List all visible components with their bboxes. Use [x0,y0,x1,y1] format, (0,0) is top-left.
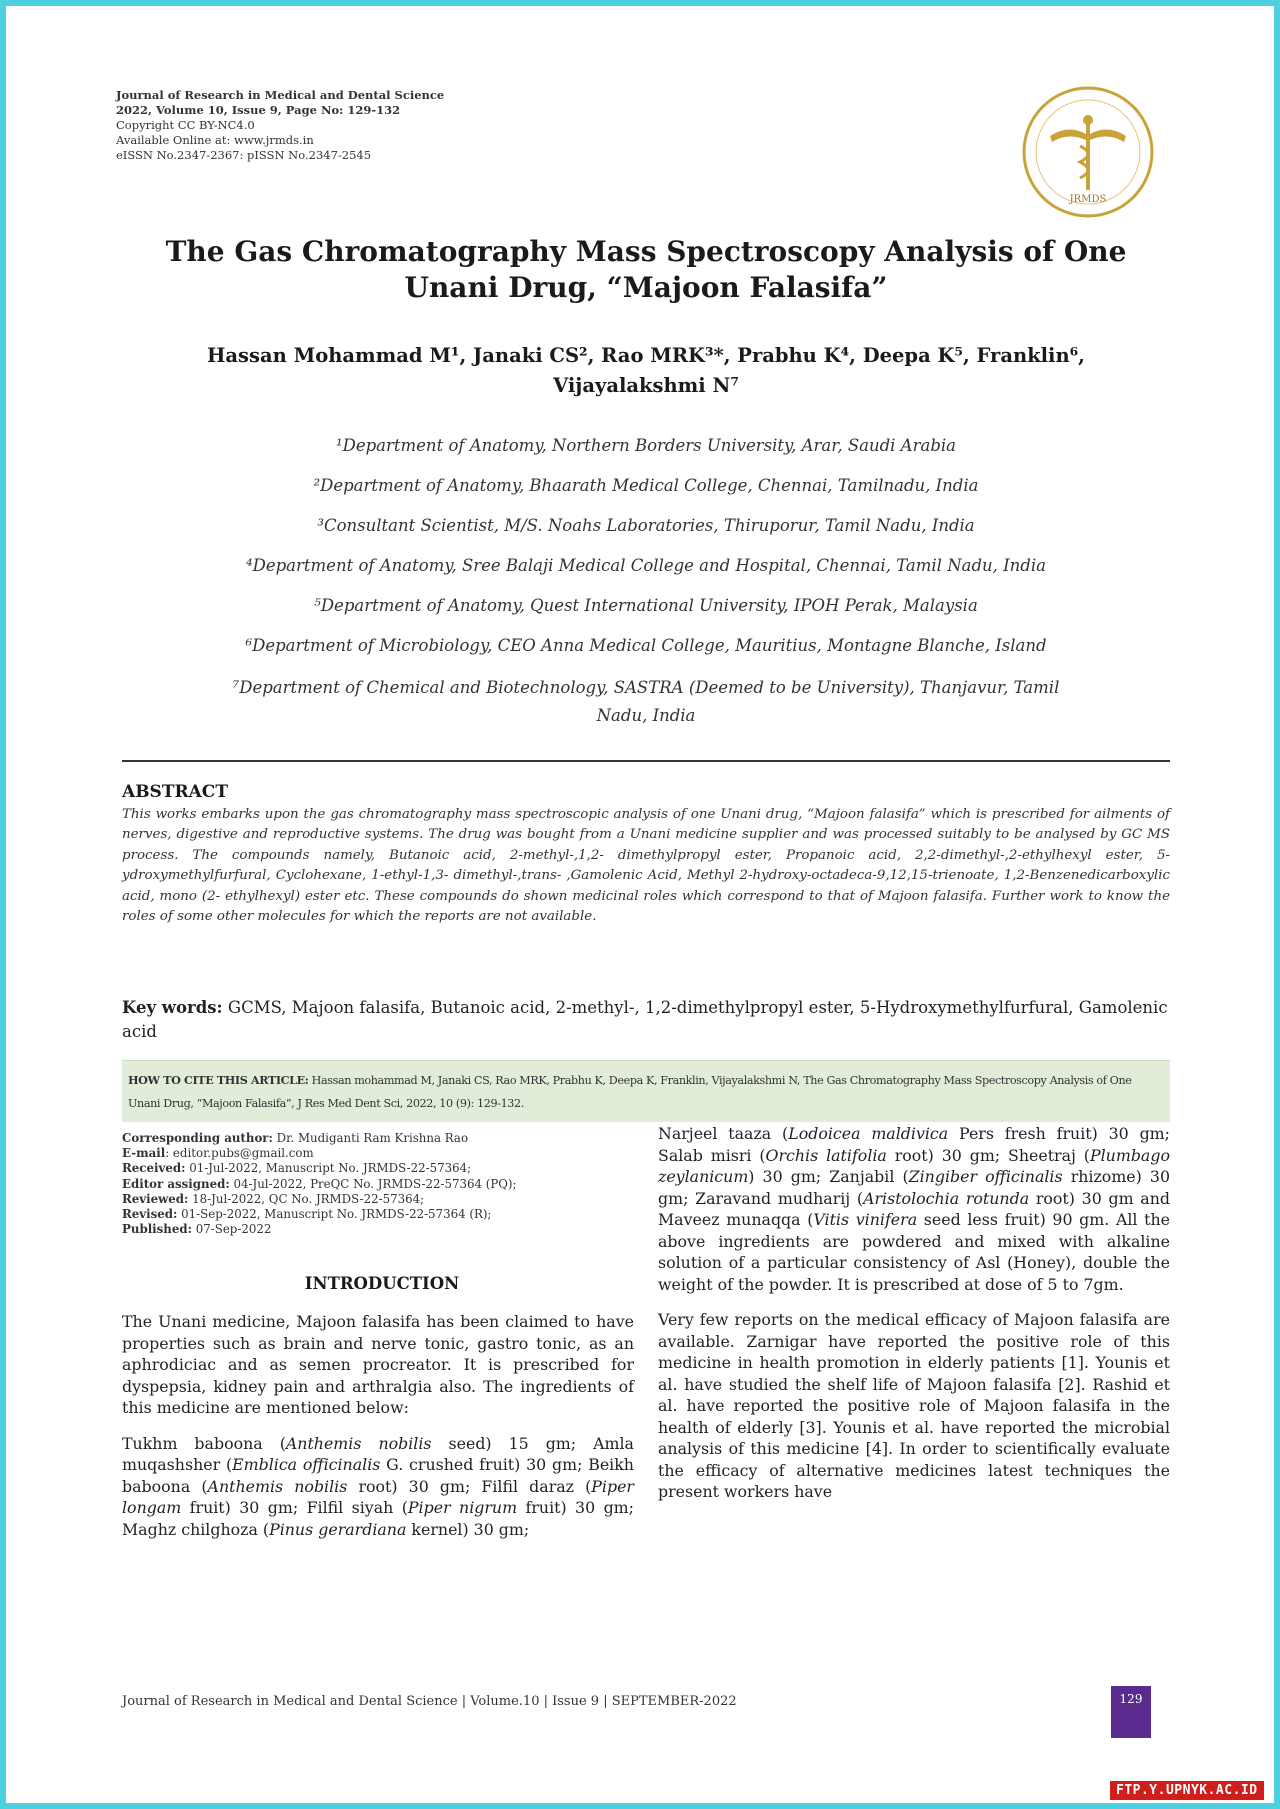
affiliation: ⁴Department of Anatomy, Sree Balaji Medical College and Hospital, Chennai, Tamil Nadu, India [246,556,1046,575]
meta-corresponding: Corresponding author: Dr. Mudiganti Ram Krishna Rao [122,1131,469,1145]
online-availability: Available Online at: www.jrmds.in [116,133,314,147]
citation-box [122,1060,1170,1122]
abstract-text: This works embarks upon the gas chromatography mass spectroscopic analysis of one Unani drug, “Majoon falasifa” which is prescribed for ailments of nerves, digestive and reproductive systems. The drug was bought from a Unani medicine supplier and was processed suitably to be analysed by GC MS process. The compounds namely, Butanoic acid, 2-methyl-,1,2- dimethylpropyl ester, Propanoic acid, 2,2-dimethyl-,2-ethylhexyl ester, 5-ydroxymethylfurfural, Cyclohexane, 1-ethyl-1,3- dimethyl-,trans- ,Gamolenic Acid, Methyl 2-hydroxy-octadeca-9,12,15-trienoate, 1,2-Benzenedicarboxylic acid, mono (2- ethylhexyl) ester etc. These compounds do shown medicinal roles which correspond to that of Majoon falasifa. Further work to know the roles of some other molecules for which the reports are not available. [122,807,1170,925]
abstract-heading: ABSTRACT [122,782,228,802]
affiliation: ⁶Department of Microbiology, CEO Anna Medical College, Mauritius, Montagne Blanche, Island [245,636,1047,655]
intro-paragraph-1: The Unani medicine, Majoon falasifa has been claimed to have properties such as brain and nerve tonic, gastro tonic, as an aphrodiciac and as semen procreator. It is prescribed for dyspepsia, kidney pain and arthralgia also. The ingredients of this medicine are mentioned below: [122,1312,634,1417]
meta-email: E-mail: editor.pubs@gmail.com [122,1146,314,1161]
intro-paragraph-4: Very few reports on the medical efficacy of Majoon falasifa are available. Zarnigar have reported the positive role of this medicine in health promotion in elderly patients [1]. Younis et al. have studied the shelf life of Majoon falasifa [2]. Rashid et al. have reported the positive role of Majoon falasifa in the health of elderly [3]. Younis et al. have reported the microbial analysis of this medicine [4]. In order to scientifically evaluate the efficacy of alternative medicines latest techniques the present workers have [658,1310,1170,1501]
keywords-label: Key words: [122,998,223,1017]
keywords-text: GCMS, Majoon falasifa, Butanoic acid, 2-methyl-, 1,2-dimethylpropyl ester, 5-Hydroxymethylfurfural, Gamolenic acid [122,998,1168,1041]
affiliation: ⁷Department of Chemical and Biotechnology, SASTRA (Deemed to be University), Thanjavur, Tamil [232,678,1060,697]
journal-name: Journal of Research in Medical and Dental Science [116,88,445,102]
right-column [658,1123,1170,1517]
keywords [122,996,1170,1044]
affiliation: ²Department of Anatomy, Bhaarath Medical College, Chennai, Tamilnadu, India [313,476,979,495]
logo-text: JRMDS [1069,194,1107,205]
affiliation: ⁵Department of Anatomy, Quest International University, IPOH Perak, Malaysia [314,596,978,615]
article-metadata [122,1131,642,1237]
affiliation: ³Consultant Scientist, M/S. Noahs Laboratories, Thiruporur, Tamil Nadu, India [317,516,975,535]
meta-received: Received: 01-Jul-2022, Manuscript No. JRMDS-22-57364; [122,1161,472,1176]
section-divider [122,760,1170,762]
page-number: 129 [1111,1686,1151,1738]
meta-published: Published: 07-Sep-2022 [122,1222,272,1237]
meta-editor-assigned: Editor assigned: 04-Jul-2022, PreQC No. JRMDS-22-57364 (PQ); [122,1176,517,1191]
intro-paragraph-2: Tukhm baboona (Anthemis nobilis seed) 15 gm; Amla muqashsher (Emblica officinalis G. crushed fruit) 30 gm; Beikh baboona (Anthemis nobilis root) 30 gm; Filfil daraz (Piper longam fruit) 30 gm; Filfil siyah (Piper nigrum fruit) 30 gm; Maghz chilghoza (Pinus gerardiana kernel) 30 gm; [122,1433,634,1539]
citation-text: Hassan mohammad M, Janaki CS, Rao MRK, Prabhu K, Deepa K, Franklin, Vijayalakshmi N, The Gas Chromatography Mass Spectroscopy Analysis of One Unani Drug, “Majoon Falasifa”, J Res Med Dent Sci, 2022, 10 (9): 129-132. [128,1074,1132,1110]
citation-label: HOW TO CITE THIS ARTICLE: [128,1073,309,1087]
introduction-heading: INTRODUCTION [304,1274,460,1293]
affiliation: Nadu, India [596,706,696,725]
journal-header [116,88,716,163]
page-footer: Journal of Research in Medical and Dental Science | Volume.10 | Issue 9 | SEPTEMBER-2022 [122,1694,737,1709]
author-list: Hassan Mohammad M¹, Janaki CS², Rao MRK³*, Prabhu K⁴, Deepa K⁵, Franklin⁶, Vijayalakshmi N⁷ [207,344,1085,397]
meta-reviewed: Reviewed: 18-Jul-2022, QC No. JRMDS-22-57364; [122,1191,425,1206]
intro-paragraph-3: Narjeel taaza (Lodoicea maldivica Pers fresh fruit) 30 gm; Salab misri (Orchis latifolia root) 30 gm; Sheetraj (Plumbago zeylanicum) 30 gm; Zanjabil (Zingiber officinalis rhizome) 30 gm; Zaravand mudharij (Aristolochia rotunda root) 30 gm and Maveez munaqqa (Vitis vinifera seed less fruit) 90 gm. All the above ingredients are powdered and mixed with alkaline solution of a particular consistency of Asl (Honey), double the weight of the powder. It is prescribed at dose of 5 to 7gm. [658,1124,1171,1294]
watermark: FTP.Y.UPNYK.AC.ID [1110,1781,1264,1800]
meta-revised: Revised: 01-Sep-2022, Manuscript No. JRMDS-22-57364 (R); [122,1207,492,1222]
copyright: Copyright CC BY-NC4.0 [116,118,255,132]
affiliation: ¹Department of Anatomy, Northern Borders University, Arar, Saudi Arabia [336,436,956,455]
journal-logo [1020,84,1156,220]
affiliations [186,426,1106,730]
journal-issue: 2022, Volume 10, Issue 9, Page No: 129-132 [116,103,401,117]
left-column [122,1311,634,1554]
paper-title: The Gas Chromatography Mass Spectroscopy Analysis of One Unani Drug, “Majoon Falasifa” [165,235,1127,304]
issn: eISSN No.2347-2367: pISSN No.2347-2545 [116,148,372,162]
